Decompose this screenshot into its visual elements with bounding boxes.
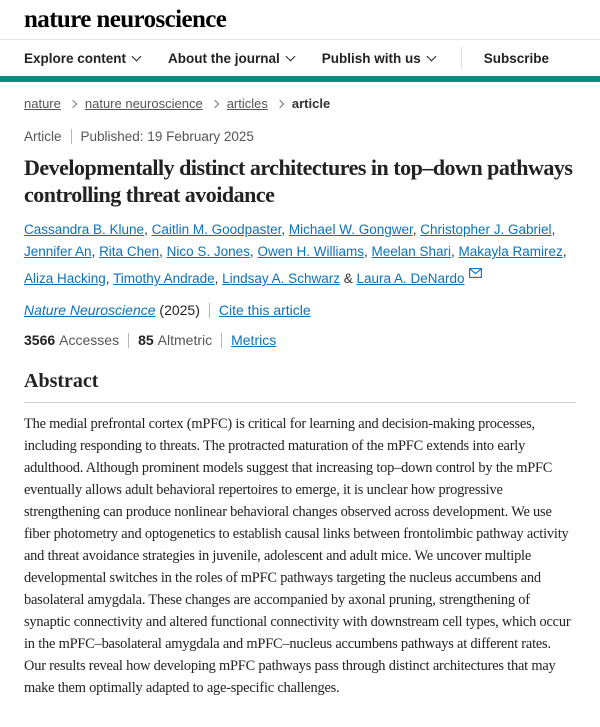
author-link[interactable]: Caitlin M. Goodpaster [151,222,282,237]
email-icon[interactable] [469,263,482,285]
author-link[interactable]: Michael W. Gongwer [288,222,413,237]
author-link[interactable]: Lindsay A. Schwarz [222,271,340,286]
divider [71,129,72,144]
main-nav [0,39,600,76]
chevron-right-icon [276,100,284,108]
abstract-section [24,370,576,699]
chevron-down-icon [285,51,295,61]
article-meta-line [24,129,576,144]
author-link[interactable]: Owen H. Williams [257,244,364,259]
nav-subscribe-link[interactable]: Subscribe [483,50,550,66]
author-link[interactable]: Nico S. Jones [166,244,250,259]
author-list: Cassandra B. Klune, Caitlin M. Goodpaster, Michael W. Gongwer, Christopher J. Gabriel, Jennifer An, Rita Chen, Nico S. Jones, Owen H. Williams, Meelan Shari, Makayla Ramirez, Aliza Hacking, Timothy Andrade, Lindsay A. Schwarz & Laura A. DeNardo [24,222,567,286]
divider [221,333,222,348]
author-link[interactable]: Makayla Ramirez [458,244,563,259]
breadcrumb-link[interactable]: nature neuroscience [84,96,203,111]
chevron-right-icon [69,100,77,108]
nav-divider [461,47,462,69]
cite-this-article-link[interactable]: Cite this article [218,302,311,318]
breadcrumb-current: article [291,96,331,111]
nav-item[interactable]: Publish with us [322,51,435,66]
author-link[interactable]: Meelan Shari [371,244,452,259]
divider [209,303,210,318]
author-link[interactable]: Laura A. DeNardo [356,271,465,286]
metrics-line [24,332,576,348]
article-type-label: Article [24,129,62,144]
citation-line [24,302,576,318]
nav-item[interactable]: About the journal [168,51,294,66]
chevron-down-icon [426,51,436,61]
journal-logo[interactable]: nature neuroscience [24,6,227,33]
breadcrumb [24,96,576,111]
author-link[interactable]: Aliza Hacking [24,271,106,286]
abstract-divider [24,402,576,403]
author-link[interactable]: Cassandra B. Klune [24,222,145,237]
journal-link[interactable]: Nature Neuroscience [24,302,156,318]
chevron-right-icon [210,100,218,108]
nav-item[interactable]: Explore content [24,51,140,66]
site-header [0,0,600,82]
nav-links [24,51,435,66]
citation-year: (2025) [159,302,200,318]
article-content [0,96,600,699]
ampersand: & [339,271,357,286]
breadcrumb-link[interactable]: nature [24,96,61,111]
accesses-label: Accesses [59,332,120,348]
article-title: Developmentally distinct architectures in top–down pathways controlling threat avoidance [24,155,573,207]
author-link[interactable]: Timothy Andrade [113,271,215,286]
altmetric-label: Altmetric [157,332,213,348]
author-link[interactable]: Jennifer An [24,244,92,259]
abstract-text: The medial prefrontal cortex (mPFC) is critical for learning and decision-making processes, including responding to threats. The protracted maturation of the mPFC extends into early adulthood. Although prominent models suggest that increasing top–down control by the mPFC eventually allows adult behavioral repertoires to emerge, it is unclear how progressive strengthening can produce nonlinear behavioral changes observed across development. We use fiber photometry and optogenetics to establish causal links between frontolimbic pathway activity and threat avoidance strategies in juvenile, adolescent and adult mice. We uncover multiple developmental switches in the roles of mPFC pathways targeting the nucleus accumbens and basolateral amygdala. These changes are accompanied by axonal pruning, strengthening of synaptic connectivity and altered functional connectivity with downstream cell types, which occur in the mPFC–basolateral amygdala and mPFC–nucleus accumbens pathways at different rates. Our results reveal how developing mPFC pathways pass through distinct architectures that may make them optimally adapted to age-specific challenges. [24,416,571,696]
chevron-down-icon [132,51,142,61]
accesses-count: 3566 [24,332,56,348]
published-date: Published: 19 February 2025 [80,129,254,144]
metrics-link[interactable]: Metrics [231,332,277,348]
author-link[interactable]: Rita Chen [99,244,160,259]
brand-accent-bar [0,76,600,82]
logo-bar [0,0,600,39]
abstract-heading: Abstract [24,370,99,392]
author-link[interactable]: Christopher J. Gabriel [420,222,552,237]
divider [128,333,129,348]
breadcrumb-link[interactable]: articles [226,96,268,111]
altmetric-count: 85 [138,332,154,348]
